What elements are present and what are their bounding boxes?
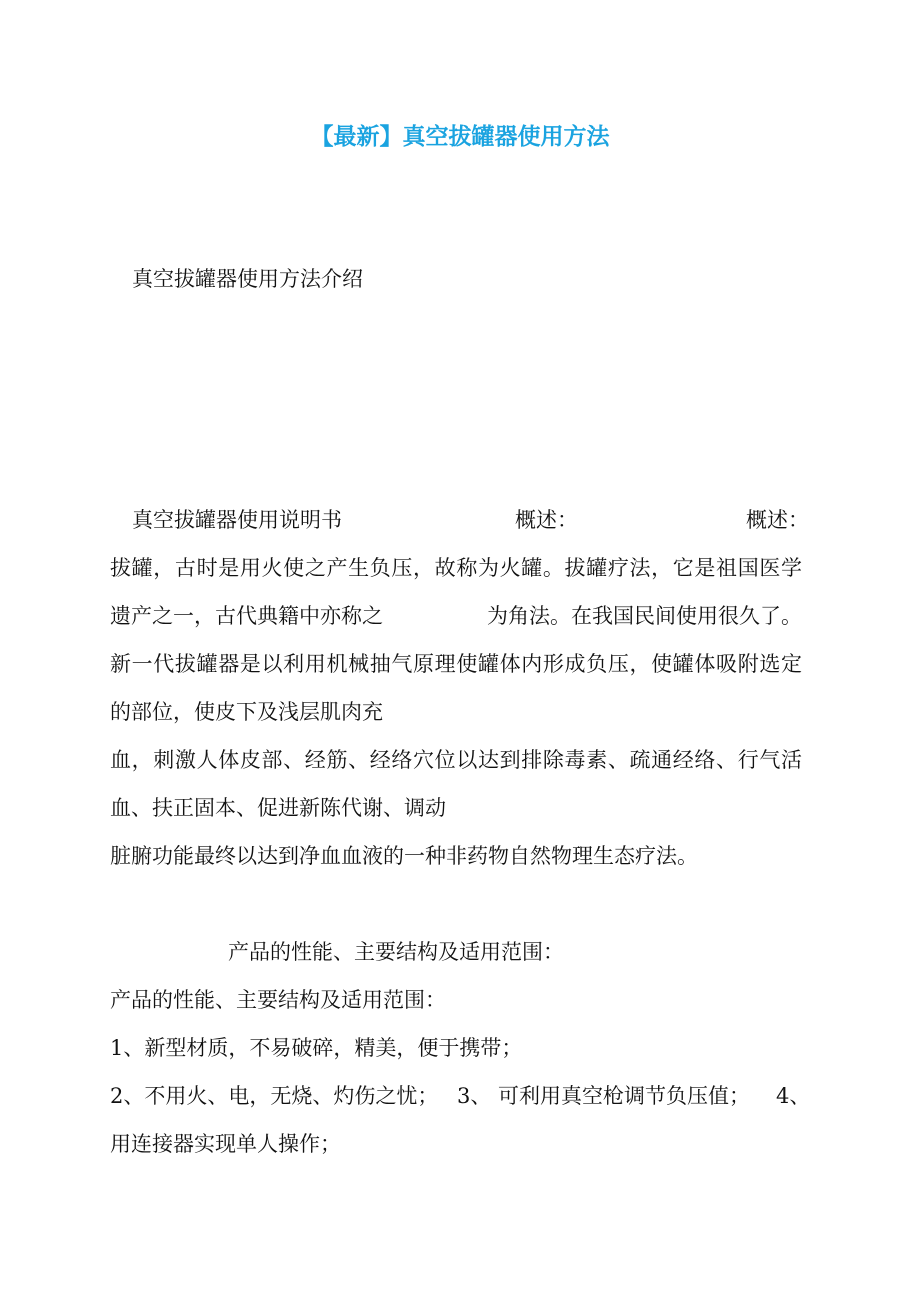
paragraph-line: 血、扶正固本、促进新陈代谢、调动 — [110, 796, 446, 820]
feature-item-3: 3、 可利用真空枪调节负压值； — [457, 1084, 751, 1108]
feature-item-4: 用连接器实现单人操作； — [110, 1132, 341, 1156]
overview-label-2: 概述： — [746, 508, 809, 532]
paragraph-line — [110, 602, 802, 630]
paragraph-segment: 遗产之一，古代典籍中亦称之 — [110, 604, 383, 628]
document-title: 【最新】真空拔罐器使用方法 — [310, 124, 610, 150]
paragraph-line: 的部位，使皮下及浅层肌肉充 — [110, 700, 383, 724]
paragraph-line: 脏腑功能最终以达到净血血液的一种非药物自然物理生态疗法。 — [110, 844, 698, 868]
paragraph-line: 拔罐，古时是用火使之产生负压，故称为火罐。拔罐疗法，它是祖国医学 — [110, 556, 802, 580]
overview-label-1: 概述： — [515, 508, 578, 532]
feature-item-4-number: 4、 — [776, 1084, 811, 1108]
intro-heading: 真空拔罐器使用方法介绍 — [132, 267, 363, 291]
feature-line — [110, 1082, 811, 1110]
paragraph-segment: 为角法。在我国民间使用很久了。 — [487, 604, 802, 628]
features-heading-indented: 产品的性能、主要结构及适用范围： — [228, 940, 564, 964]
paragraph-line: 新一代拔罐器是以利用机械抽气原理使罐体内形成负压，使罐体吸附选定 — [110, 652, 802, 676]
feature-item-1: 1、新型材质，不易破碎，精美，便于携带； — [110, 1036, 523, 1060]
feature-item-2: 2、不用火、电，无烧、灼伤之忧； — [110, 1084, 439, 1108]
features-heading: 产品的性能、主要结构及适用范围： — [110, 988, 446, 1012]
manual-title: 真空拔罐器使用说明书 — [132, 508, 342, 532]
paragraph-line: 血，刺激人体皮部、经筋、经络穴位以达到排除毒素、疏通经络、行气活 — [110, 748, 802, 772]
